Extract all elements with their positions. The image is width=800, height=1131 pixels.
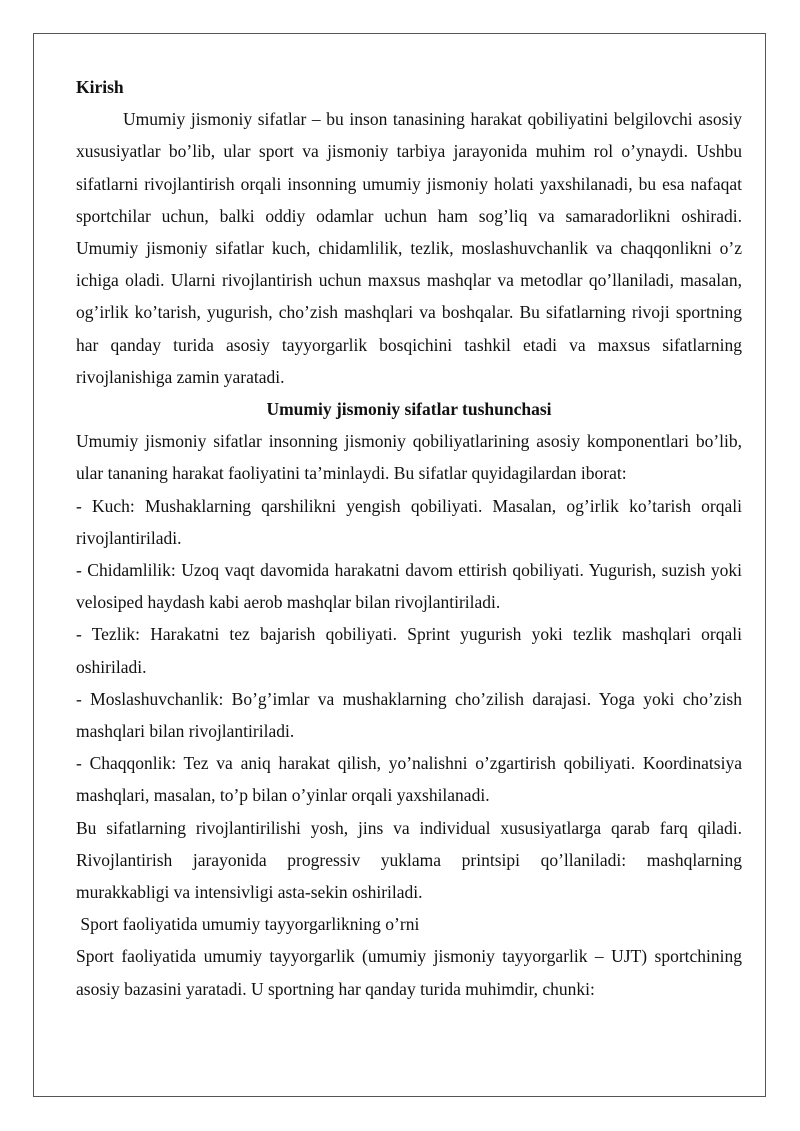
list-item-agility: - Chaqqonlik: Tez va aniq harakat qilish, yo’nalishni o’zgartirish qobiliyati. Koordinatsiya mashqlari, masalan, to’p bilan o’yinlar orqali yaxshilanadi. [76, 753, 742, 806]
general-preparation-paragraph: Sport faoliyatida umumiy tayyorgarlik (umumiy jismoniy tayyorgarlik – UJT) sportchining asosiy bazasini yaratadi. U sportning har qanday turida muhimdir, chunki: [76, 946, 742, 999]
list-item-flexibility: - Moslashuvchanlik: Bo’g’imlar va mushaklarning cho’zilish darajasi. Yoga yoki cho’zish mashqlari bilan rivojlantiriladi. [76, 688, 742, 742]
list-item-endurance: - Chidamlilik: Uzoq vaqt davomida harakatni davom ettirish qobiliyati. Yugurish, suzish yoki velosiped haydash kabi aerob mashqlar bilan rivojlantiriladi. [76, 560, 742, 613]
concept-paragraph: Umumiy jismoniy sifatlar insonning jismoniy qobiliyatlarining asosiy komponentlari bo’lib, ular tananing harakat faoliyatini ta’minlaydi. Bu sifatlar quyidagilardan iborat: [76, 431, 742, 484]
concept-closing-paragraph: Bu sifatlarning rivojlantirilishi yosh, jins va individual xususiyatlarga qarab farq qiladi. Rivojlantirish jarayonida progressiv yuklama printsipi qo’llaniladi: mashqlarning murakkabligi va intensivligi asta-sekin oshiriladi. [76, 817, 742, 903]
list-item-speed: - Tezlik: Harakatni tez bajarish qobiliyati. Sprint yugurish yoki tezlik mashqlari orqali oshiriladi. [76, 624, 742, 677]
section-title-concept: Umumiy jismoniy sifatlar tushunchasi [266, 399, 552, 420]
section-title-general-preparation: Sport faoliyatida umumiy tayyorgarlikning o’rni [76, 914, 420, 935]
list-item-strength: - Kuch: Mushaklarning qarshilikni yengish qobiliyati. Masalan, og’irlik ko’tarish orqali rivojlantiriladi. [76, 495, 742, 548]
intro-paragraph: Umumiy jismoniy sifatlar – bu inson tanasining harakat qobiliyatini belgilovchi asosiy xususiyatlar bo’lib, ular sport va jismoniy tarbiya jarayonida muhim rol o’ynaydi. Ushbu sifatlarni rivojlantirish orqali insonning umumiy jismoniy holati yaxshilanadi, bu esa nafaqat sportchilar uchun, balki oddiy odamlar uchun ham sog’liq va samaradorlikni oshiradi. Umumiy jismoniy sifatlar kuch, chidamlilik, tezlik, moslashuvchanlik va chaqqonlikni o’z ichiga oladi. Ularni rivojlantirish uchun maxsus mashqlar va metodlar qo’llaniladi, masalan, og’irlik ko’tarish, yugurish, cho’zish mashqlari va boshqalar. Bu sifatlarning rivoji sportning har qanday turida asosiy tayyorgarlik bosqichini tashkil etadi va maxsus sifatlarning rivojlanishiga zamin yaratadi. [76, 109, 742, 387]
document-body [76, 71, 742, 1005]
intro-heading: Kirish [76, 77, 124, 97]
